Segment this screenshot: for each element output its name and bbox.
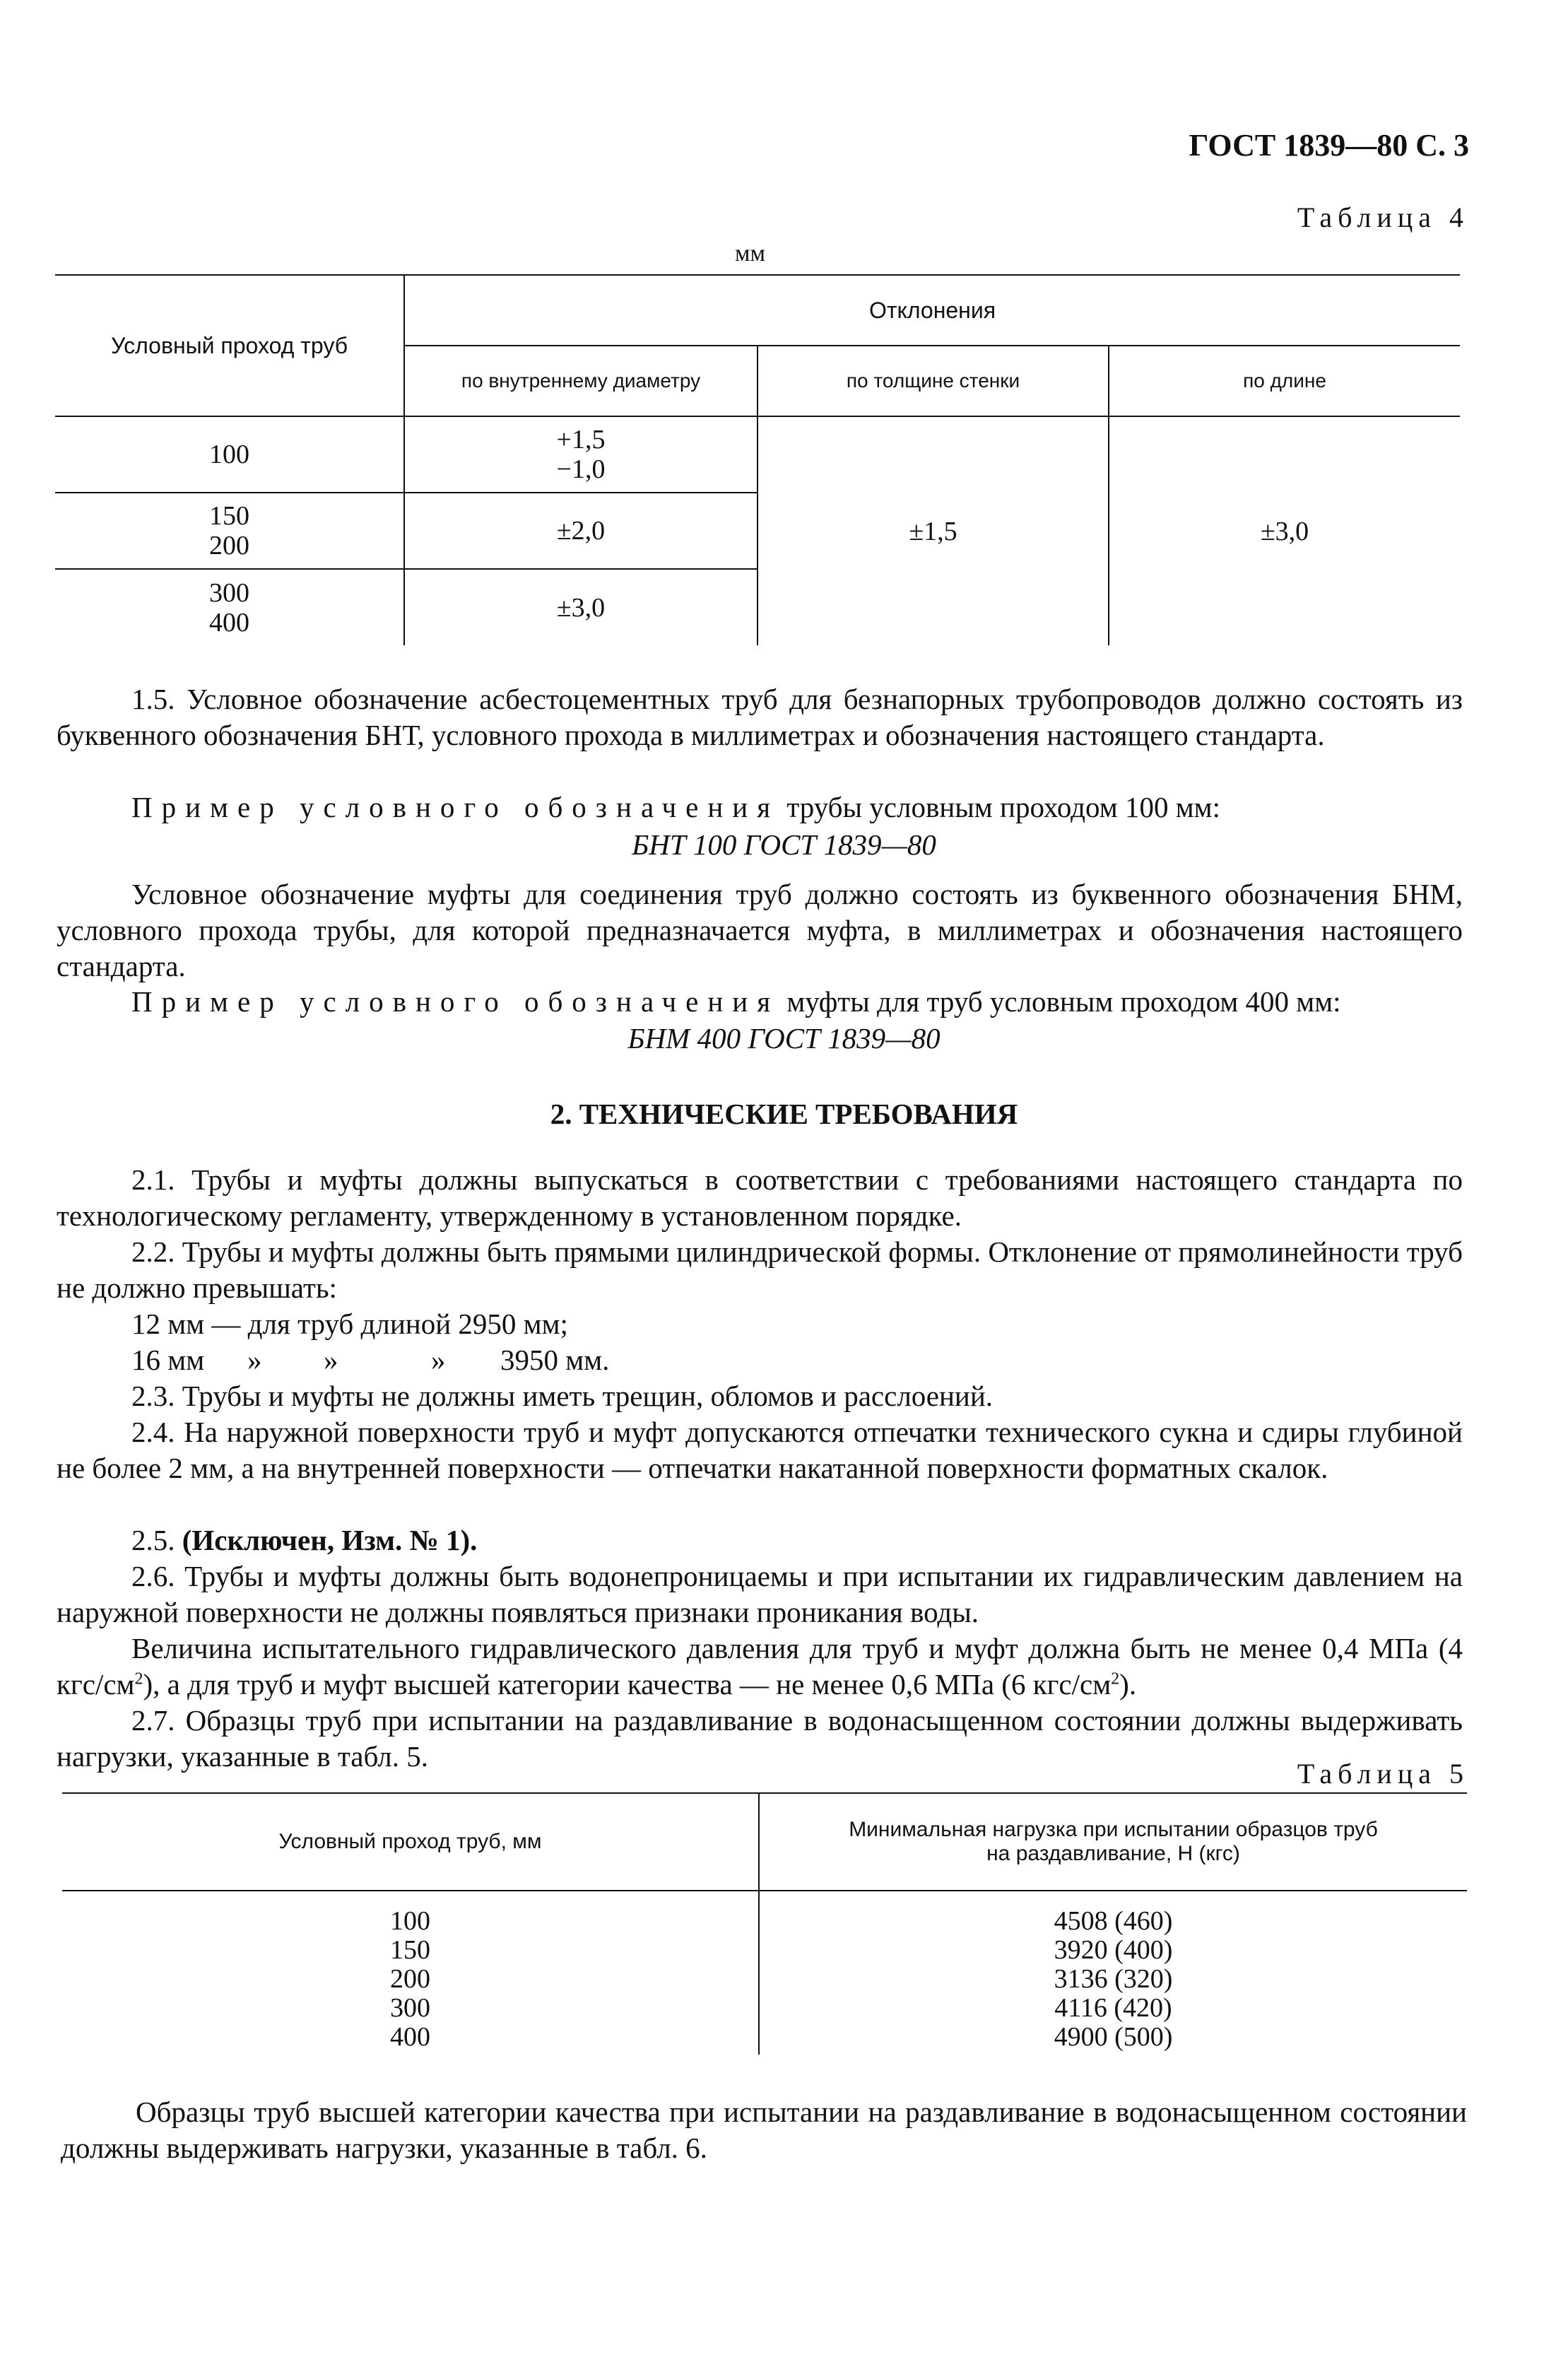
pressure-text-b: ), а для труб и муфт высшей категории качества — не менее 0,6 МПа (6 кгс/см [143, 1668, 1112, 1701]
table4-row3-pass-a: 300 [209, 577, 249, 608]
table4-row1-inner-minus: −1,0 [556, 454, 606, 484]
paragraph-1-5: 1.5. Условное обозначение асбестоцементных труб для безнапорных трубопроводов должно состоять из буквенного обозначения БНТ, условного прохода в миллиметрах и обозначения настоящего стандарта. [57, 683, 1463, 751]
table5-pass-column [62, 1891, 759, 2055]
table5-row-load: 4116 (420) [1054, 1993, 1172, 2023]
table4-row3-inner: ±3,0 [404, 569, 758, 645]
paragraph-2-4: 2.4. На наружной поверхности труб и муфт допускаются отпечатки технического сукна и сдиры глубиной не более 2 мм, а на внутренней поверхности — отпечатки накатанной поверхности форматных скалок. [57, 1416, 1463, 1484]
table5 [62, 1792, 1467, 2055]
table4-row2-pass-b: 200 [209, 531, 249, 560]
ditto-mark: » [247, 1344, 262, 1376]
ditto-mark: » [324, 1344, 338, 1376]
paragraph-coupling: Условное обозначение муфты для соединения труб должно состоять из буквенного обозначения БНМ, условного прохода трубы, для которой предназначается муфта, в миллиметрах и обозначения настоящего стандарта. [57, 878, 1463, 982]
paragraph-2-7: 2.7. Образцы труб при испытании на раздавливание в водонасыщенном состоянии должны выдерживать нагрузки, указанные в табл. 5. [57, 1704, 1463, 1773]
table4-row-pass [55, 493, 404, 569]
table5-header-pass: Условный проход труб, мм [62, 1793, 759, 1891]
example-2-line [57, 984, 1463, 1020]
pressure-text-a: Величина испытательного гидравлического давления для труб и муфт должна быть не менее 0,4 МПа (4 кгс/см [57, 1632, 1463, 1701]
page-header-doc-ref: ГОСТ 1839—80 С. 3 [1189, 128, 1469, 163]
table4-row3-pass-b: 400 [209, 607, 249, 638]
section-2-heading: 2. ТЕХНИЧЕСКИЕ ТРЕБОВАНИЯ [550, 1098, 1018, 1130]
item-b-value: 16 мм [131, 1344, 205, 1376]
table5-header-load-line1: Минимальная нагрузка при испытании образцов труб [849, 1818, 1378, 1841]
paragraph-2-1: 2.1. Трубы и муфты должны выпускаться в соответствии с требованиями настоящего стандарта по технологическому регламенту, утвержденному в установленном порядке. [57, 1163, 1463, 1232]
example-2-rest: муфты для труб условным проходом 400 мм: [779, 985, 1341, 1018]
paragraph-2-2-item-a: 12 мм — для труб длиной 2950 мм; [131, 1308, 568, 1340]
table4-row2-inner: ±2,0 [404, 493, 758, 569]
example-1-label: Пример условного обозначения [131, 791, 780, 823]
pressure-text-c: ). [1119, 1668, 1137, 1701]
ditto-mark: » [431, 1344, 446, 1376]
table5-row-pass: 300 [390, 1993, 430, 2023]
table4-unit: мм [735, 240, 766, 266]
table4 [55, 274, 1460, 645]
table5-header-load [759, 1793, 1467, 1891]
table4-row-inner [404, 416, 758, 493]
table5-row-load: 3920 (400) [1054, 1935, 1173, 1965]
table5-row-pass: 200 [390, 1964, 430, 1994]
paragraph-2-5-note: (Исключен, Изм. № 1). [182, 1524, 478, 1556]
table5-caption: Таблица 5 [1297, 1758, 1469, 1790]
table4-wall-value: ±1,5 [758, 416, 1109, 645]
paragraph-2-2: 2.2. Трубы и муфты должны быть прямыми цилиндрической формы. Отклонение от прямолинейности труб не должно превышать: [57, 1235, 1463, 1304]
paragraph-2-5 [57, 1522, 1463, 1558]
example-1-code: БНТ 100 ГОСТ 1839—80 [632, 828, 936, 861]
table4-row1-inner-plus: +1,5 [556, 425, 606, 454]
table4-caption: Таблица 4 [1297, 201, 1469, 233]
example-2-code: БНМ 400 ГОСТ 1839—80 [627, 1022, 941, 1055]
table4-header-wall: по толщине стенки [758, 346, 1109, 416]
paragraph-2-5-number: 2.5. [131, 1524, 182, 1556]
pressure-sup-2: 2 [1111, 1669, 1120, 1688]
example-1-rest: трубы условным проходом 100 мм: [779, 791, 1220, 823]
example-2-label: Пример условного обозначения [131, 985, 780, 1018]
table4-length-value: ±3,0 [1109, 416, 1460, 645]
item-b-length: 3950 мм. [500, 1344, 610, 1376]
table4-row2-pass-a: 150 [209, 501, 249, 531]
table5-row-pass: 150 [390, 1935, 430, 1965]
table5-row-load: 4900 (500) [1054, 2022, 1173, 2052]
table5-row-load: 3136 (320) [1054, 1964, 1173, 1994]
table5-row-pass: 400 [390, 2022, 430, 2052]
table4-row-pass [55, 416, 404, 493]
paragraph-2-6: 2.6. Трубы и муфты должны быть водонепроницаемы и при испытании их гидравлическим давлением на наружной поверхности не должны появляться признаки проникания воды. [57, 1560, 1463, 1628]
table4-row1-pass: 100 [209, 440, 249, 469]
table5-header-load-line2: на раздавливание, Н (кгс) [986, 1842, 1240, 1865]
table5-row-pass: 100 [390, 1906, 430, 1936]
paragraph-2-3: 2.3. Трубы и муфты не должны иметь трещин, обломов и расслоений. [131, 1380, 994, 1412]
table4-header-deviations: Отклонения [404, 275, 1460, 346]
table4-header-inner: по внутреннему диаметру [404, 346, 758, 416]
paragraph-pressure [57, 1631, 1463, 1703]
table4-row-pass [55, 569, 404, 645]
example-1-line [57, 789, 1463, 826]
table5-row-load: 4508 (460) [1054, 1906, 1173, 1936]
table4-header-length: по длине [1109, 346, 1460, 416]
table4-header-pass: Условный проход труб [55, 275, 404, 416]
table5-load-column [759, 1891, 1467, 2055]
paragraph-final: Образцы труб высшей категории качества при испытании на раздавливание в водонасыщенном состоянии должны выдерживать нагрузки, указанные в табл. 6. [61, 2096, 1467, 2164]
pressure-sup-1: 2 [134, 1669, 143, 1688]
